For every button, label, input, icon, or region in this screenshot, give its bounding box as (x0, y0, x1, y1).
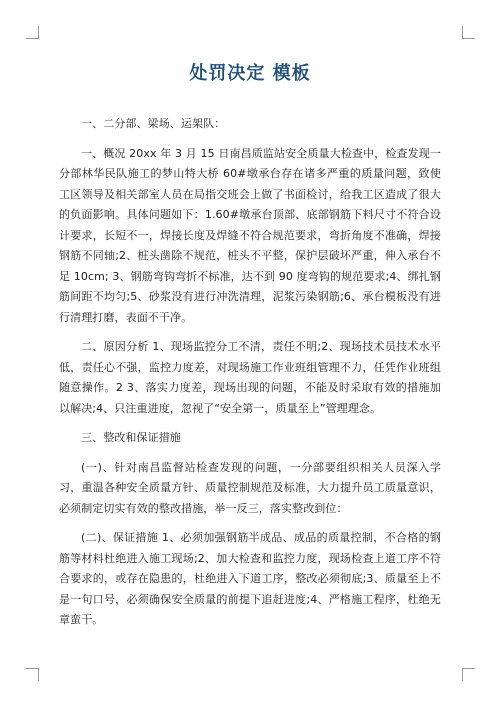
paragraph-measure-one: (一)、针对南昌监督站检查发现的问题，一分部要组织相关人员深入学习，重温各种安全质量方针、质量控制规范及标准，大力提升员工质量意识，必须制定切实有效的整改措施，举一反三，落实整改到位： (59, 460, 441, 515)
paragraph-measure-two: (二)、保证措施 1、必须加强钢筋半成品、成品的质量控制，不合格的钢筋等材料杜绝进入施工现场;2、加大检查和监控力度，现场检查上道工序不符合要求的，或存在隐患的，杜绝进入下道工序，整改必须彻底;3、质量至上不是一句口号，必须确保安全质量的前提下追赶进度;4、严格施工程序，杜绝无章蛮干。 (59, 531, 441, 626)
document-body (59, 114, 441, 640)
paragraph-section-heading: 三、整改和保证措施 (81, 431, 181, 444)
paragraph-addressee: 一、二分部、梁场、运架队： (81, 117, 226, 130)
page-corner-mark-top-left (26, 26, 39, 39)
paragraph-cause-analysis: 二、原因分析 1、现场监控分工不清，责任不明;2、现场技术员技术水平低，责任心不强，监控力度差，对现场施工作业班组管理不力，任凭作业班组随意操作。2 3、落实力度差，现场出现的问题，不能及时采取有效的措施加以解决;4、只注重进度，忽视了“安全第一，质量至上”管理理念。 (59, 340, 441, 415)
page-corner-mark-bottom-left (26, 668, 39, 681)
page-corner-mark-top-right (462, 26, 475, 39)
document-title: 处罚决定 模板 (189, 63, 311, 84)
page-corner-mark-bottom-right (462, 668, 475, 681)
paragraph-overview: 一、概况 20xx 年 3 月 15 日南昌质监站安全质量大检查中，检查发现一分部林华民队施工的梦山特大桥 60#墩承台存在诸多严重的质量问题，致使工区领导及相关部室人员在局指交班会上做了书面检讨，给我工区造成了很大的负面影响。具体问题如下：1.60#墩承台顶部、底部钢筋下料尺寸不符合设计要求，长短不一，焊接长度及焊缝不符合规范要求，弯折角度不准确，焊接钢筋不同轴;2、桩头凿除不规范，桩头不平整，保护层破坏严重，伸入承台不足 10cm; 3、钢筋弯钩弯折不标准，达不到 90 度弯钩的规范要求;4、绑扎钢筋间距不均匀;5、砂浆没有进行冲洗清理，泥浆污染钢筋;6、承台模板没有进行清理打磨，表面不干净。 (59, 146, 441, 324)
